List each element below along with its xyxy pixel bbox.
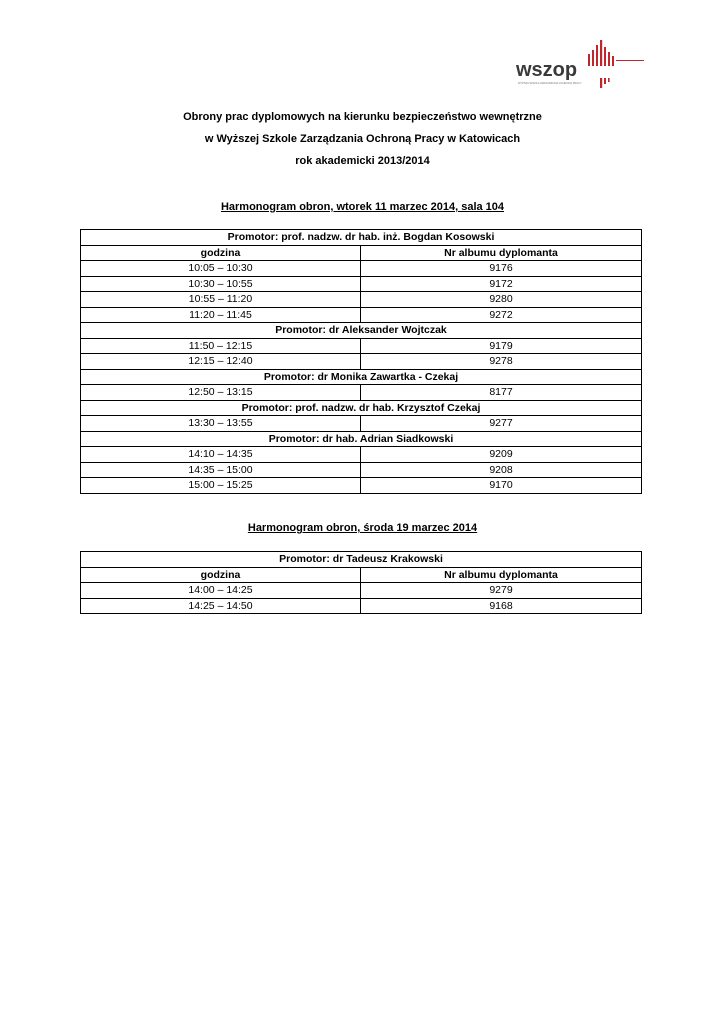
- time-cell: 10:30 – 10:55: [81, 276, 361, 292]
- logo-tagline: WYŻSZA SZKOŁA ZARZĄDZANIA OCHRONĄ PRACY: [518, 82, 582, 85]
- promotor-name: Promotor: dr Aleksander Wojtczak: [81, 323, 642, 339]
- column-header-row: [81, 245, 642, 261]
- album-cell: 9172: [361, 276, 642, 292]
- promotor-name: Promotor: dr hab. Adrian Siadkowski: [81, 431, 642, 447]
- album-cell: 8177: [361, 385, 642, 401]
- album-cell: 9208: [361, 462, 642, 478]
- time-cell: 15:00 – 15:25: [81, 478, 361, 494]
- table-row: [81, 385, 642, 401]
- time-cell: 10:55 – 11:20: [81, 292, 361, 308]
- time-cell: 14:25 – 14:50: [81, 598, 361, 614]
- doc-title-line2: w Wyższej Szkole Zarządzania Ochroną Pracy w Katowicach: [204, 133, 521, 145]
- promotor-row: [81, 230, 642, 246]
- table-row: [81, 416, 642, 432]
- time-cell: 11:50 – 12:15: [81, 338, 361, 354]
- table-row: [81, 583, 642, 599]
- logo-wordmark: wszop: [516, 59, 578, 81]
- time-cell: 14:10 – 14:35: [81, 447, 361, 463]
- table-row: [81, 261, 642, 277]
- column-header-time: godzina: [81, 245, 361, 261]
- table-row: [81, 478, 642, 494]
- album-cell: 9279: [361, 583, 642, 599]
- promotor-row: [81, 431, 642, 447]
- doc-title-line3: rok akademicki 2013/2014: [295, 155, 430, 167]
- table-row: [81, 462, 642, 478]
- table-row: [81, 276, 642, 292]
- time-cell: 10:05 – 10:30: [81, 261, 361, 277]
- schedule-title: Harmonogram obron, wtorek 11 marzec 2014, sala 104: [220, 201, 505, 213]
- schedule-title: Harmonogram obron, środa 19 marzec 2014: [247, 522, 478, 534]
- promotor-name: Promotor: dr Monika Zawartka - Czekaj: [81, 369, 642, 385]
- album-cell: 9179: [361, 338, 642, 354]
- album-cell: 9272: [361, 307, 642, 323]
- promotor-row: [81, 369, 642, 385]
- table-row: [81, 307, 642, 323]
- album-cell: 9278: [361, 354, 642, 370]
- table-row: [81, 598, 642, 614]
- album-cell: 9280: [361, 292, 642, 308]
- table-row: [81, 447, 642, 463]
- column-header-album: Nr albumu dyplomanta: [361, 245, 642, 261]
- table-row: [81, 338, 642, 354]
- column-header-album: Nr albumu dyplomanta: [361, 567, 642, 583]
- time-cell: 13:30 – 13:55: [81, 416, 361, 432]
- album-cell: 9176: [361, 261, 642, 277]
- time-cell: 12:50 – 13:15: [81, 385, 361, 401]
- table-row: [81, 354, 642, 370]
- album-cell: 9277: [361, 416, 642, 432]
- schedule-table: [80, 229, 642, 494]
- column-header-time: godzina: [81, 567, 361, 583]
- album-cell: 9168: [361, 598, 642, 614]
- promotor-row: [81, 552, 642, 568]
- time-cell: 14:35 – 15:00: [81, 462, 361, 478]
- wszop-logo: [516, 40, 646, 92]
- album-cell: 9209: [361, 447, 642, 463]
- time-cell: 11:20 – 11:45: [81, 307, 361, 323]
- promotor-row: [81, 400, 642, 416]
- logo-bars: [588, 40, 644, 88]
- column-header-row: [81, 567, 642, 583]
- time-cell: 14:00 – 14:25: [81, 583, 361, 599]
- time-cell: 12:15 – 12:40: [81, 354, 361, 370]
- promotor-name: Promotor: prof. nadzw. dr hab. inż. Bogdan Kosowski: [81, 230, 642, 246]
- promotor-row: [81, 323, 642, 339]
- schedule-table: [80, 551, 642, 614]
- doc-title-line1: Obrony prac dyplomowych na kierunku bezpieczeństwo wewnętrzne: [183, 111, 542, 123]
- promotor-name: Promotor: prof. nadzw. dr hab. Krzysztof Czekaj: [81, 400, 642, 416]
- promotor-name: Promotor: dr Tadeusz Krakowski: [81, 552, 642, 568]
- album-cell: 9170: [361, 478, 642, 494]
- table-row: [81, 292, 642, 308]
